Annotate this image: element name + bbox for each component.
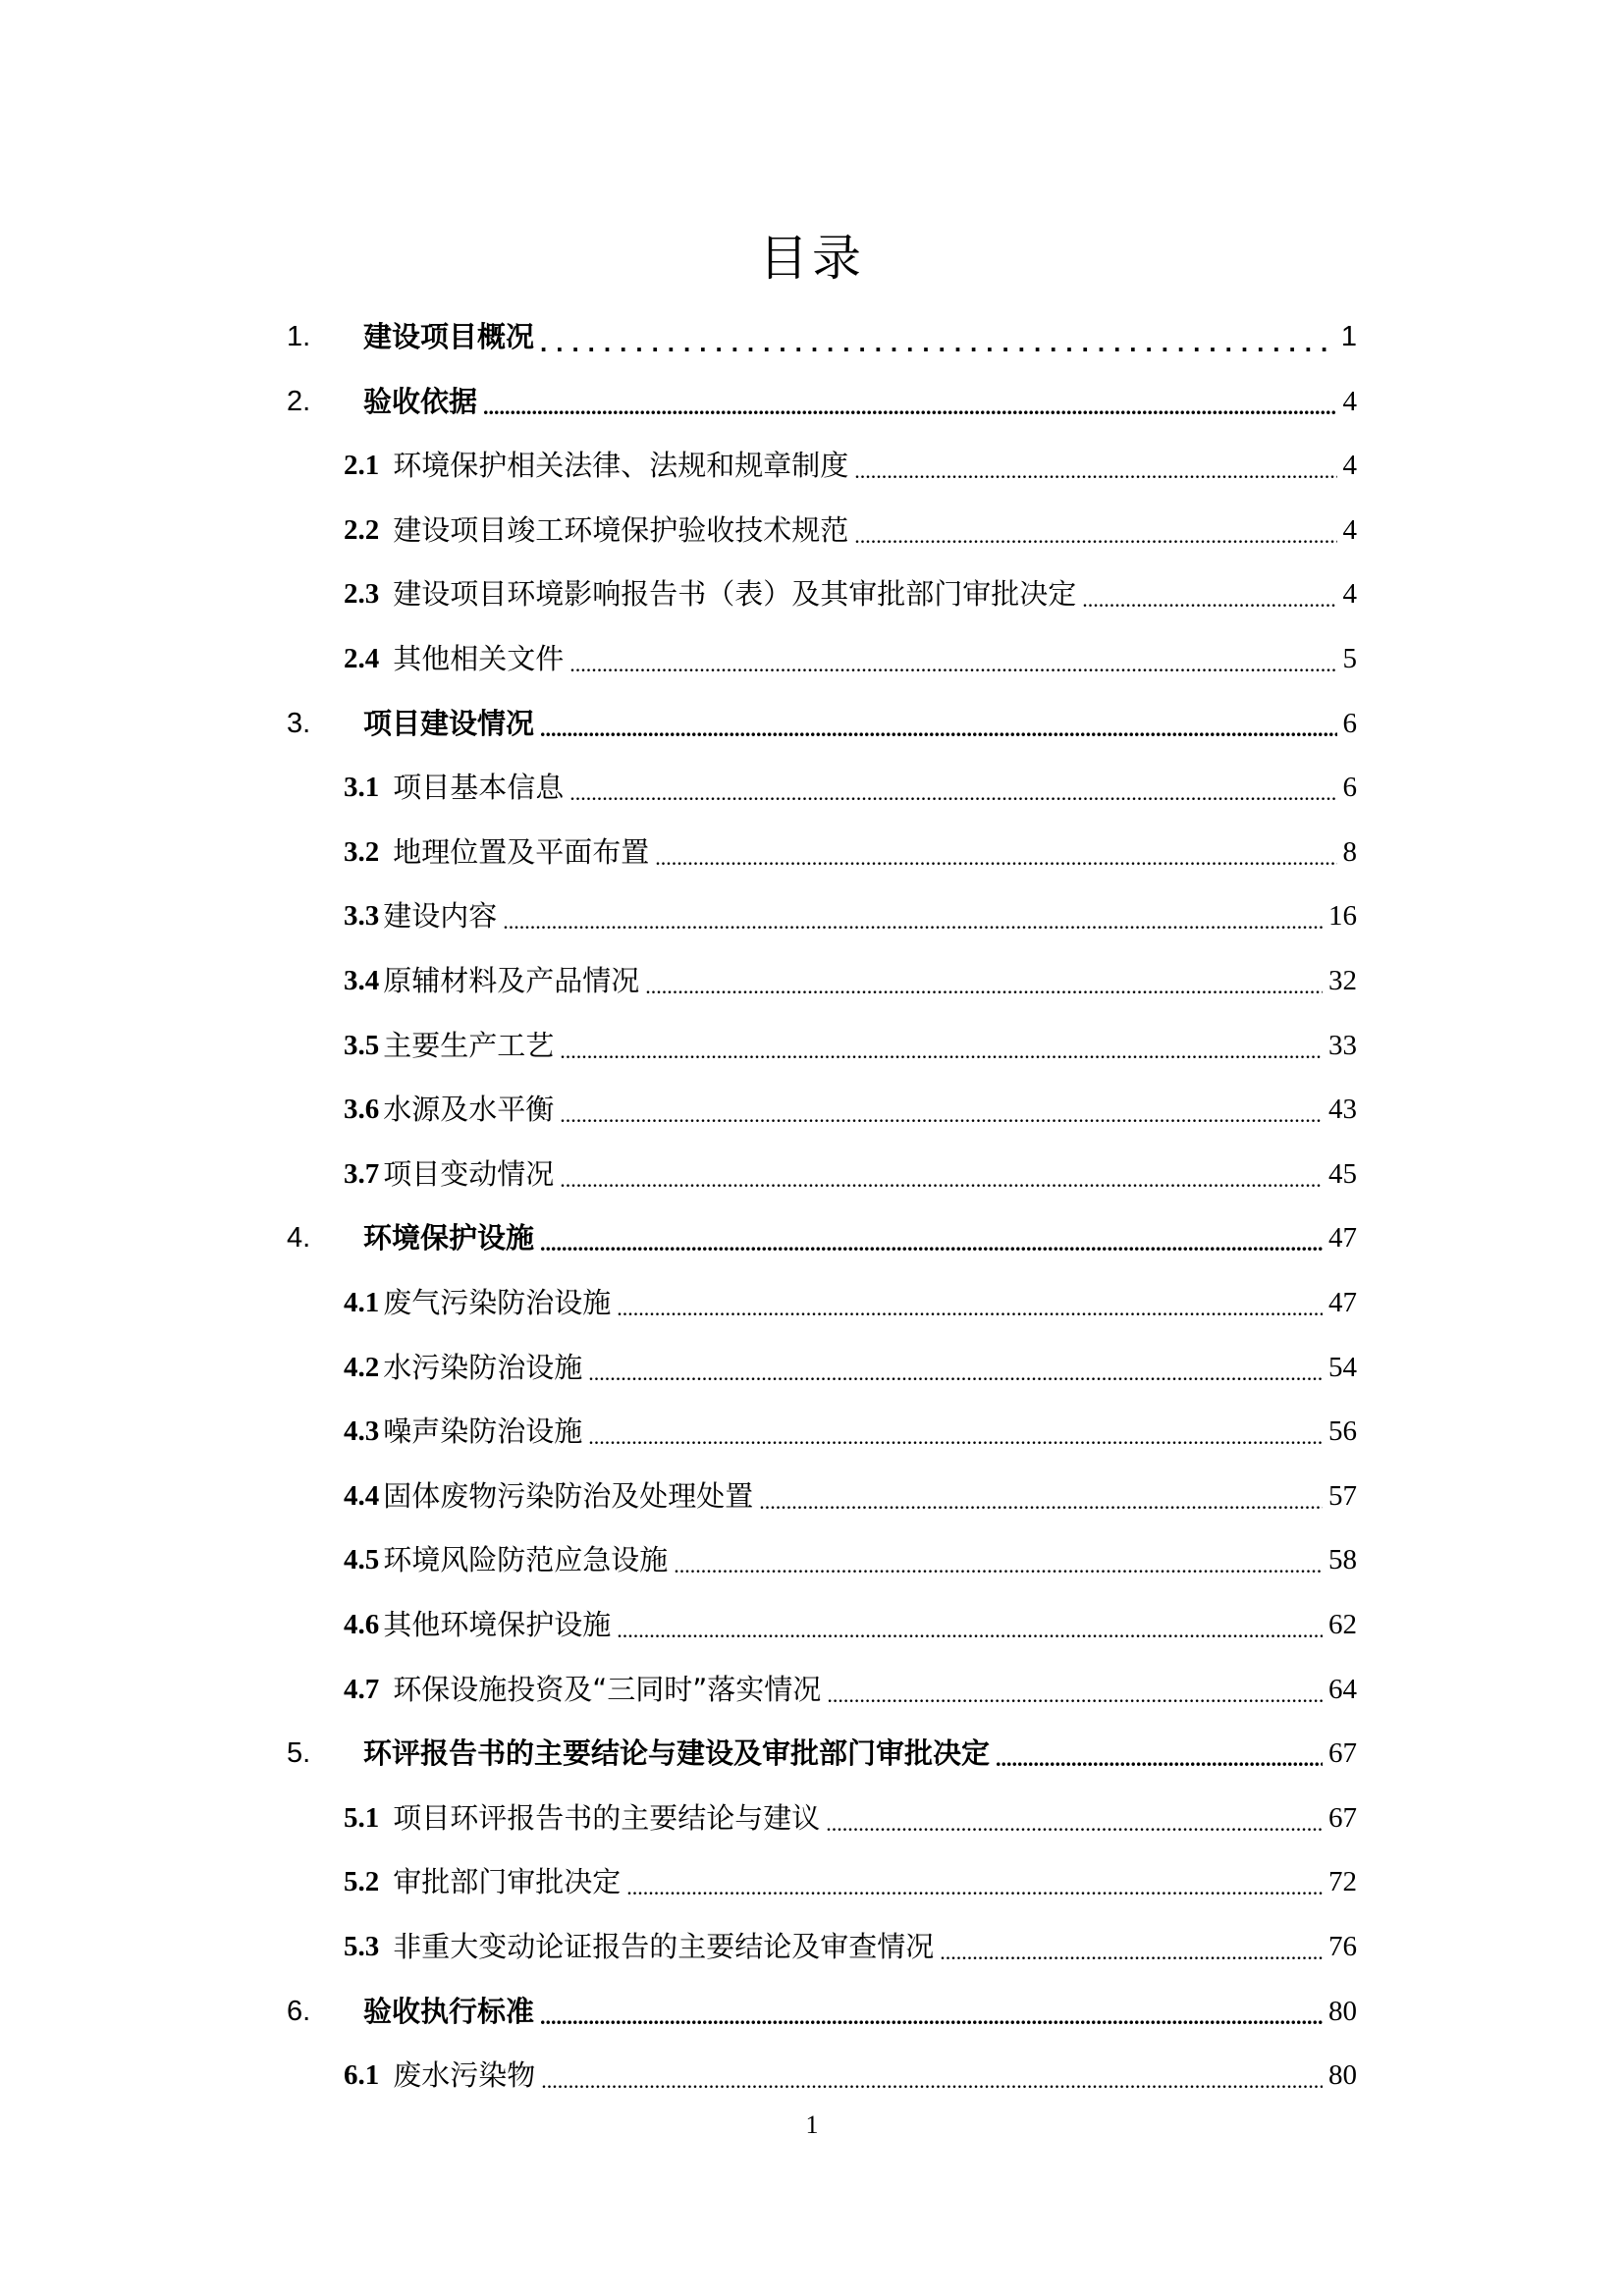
toc-entry-title: 审批部门审批决定 <box>393 1865 622 1899</box>
toc-entry[interactable] <box>287 378 1357 425</box>
toc-dot-leader <box>503 892 1323 939</box>
toc-entry-title: 环评报告书的主要结论与建设及审批部门审批决定 <box>363 1736 991 1771</box>
toc-entry[interactable] <box>344 442 1357 489</box>
toc-entry-page: 8 <box>1342 835 1357 868</box>
toc-entry[interactable] <box>344 1408 1357 1455</box>
toc-entry[interactable] <box>344 570 1357 617</box>
toc-entry[interactable] <box>344 1536 1357 1583</box>
toc-dot-leader <box>588 1344 1323 1391</box>
toc-dot-leader <box>617 1279 1323 1326</box>
toc-entry-page: 76 <box>1328 1931 1357 1962</box>
toc-entry-number: 3.4 <box>344 965 380 996</box>
toc-entry-title: 建设项目概况 <box>363 320 535 353</box>
toc-entry-title: 项目变动情况 <box>383 1156 555 1191</box>
toc-entry-title: 非重大变动论证报告的主要结论及审查情况 <box>393 1930 935 1963</box>
toc-entry-number: 3. <box>287 707 311 739</box>
toc-entry-title: 项目基本信息 <box>393 771 565 805</box>
toc-entry-page: 16 <box>1328 900 1357 933</box>
toc-entry-title: 主要生产工艺 <box>383 1028 555 1062</box>
toc-entry-page: 47 <box>1328 1222 1357 1255</box>
toc-entry-number: 2.2 <box>344 513 380 546</box>
toc-entry-number: 3.3 <box>344 900 380 933</box>
toc-entry-number: 3.6 <box>344 1094 380 1126</box>
toc-entry-title: 环保设施投资及“三同时”落实情况 <box>393 1672 822 1706</box>
toc-entry-title: 水污染防治设施 <box>383 1350 583 1384</box>
toc-entry-number: 5.2 <box>344 1866 380 1898</box>
toc-entry[interactable] <box>344 1666 1357 1713</box>
toc-entry-number: 4.5 <box>344 1544 380 1576</box>
toc-dot-leader <box>540 1988 1323 2035</box>
toc-dot-leader <box>560 1022 1323 1069</box>
toc-entry-title: 其他环境保护设施 <box>383 1608 612 1641</box>
toc-entry-page: 45 <box>1328 1157 1357 1190</box>
toc-dot-leader <box>569 635 1336 682</box>
toc-entry-title: 环境保护相关法律、法规和规章制度 <box>393 449 849 483</box>
toc-entry[interactable] <box>344 1344 1357 1391</box>
toc-entry-number: 4.7 <box>344 1673 380 1705</box>
toc-dot-leader <box>854 442 1336 489</box>
toc-entry-title: 建设项目竣工环境保护验收技术规范 <box>393 512 849 547</box>
toc-entry[interactable] <box>344 1150 1357 1198</box>
toc-entry-page: 57 <box>1328 1479 1357 1512</box>
toc-entry-number: 3.2 <box>344 835 380 868</box>
toc-entry-page: 33 <box>1328 1029 1357 1061</box>
toc-entry-page: 4 <box>1342 450 1357 482</box>
toc-entry[interactable] <box>287 700 1357 747</box>
toc-dot-leader <box>626 1858 1323 1905</box>
toc-entry-number: 2.3 <box>344 578 380 611</box>
toc-entry-page: 67 <box>1328 1801 1357 1834</box>
toc-entry-number: 3.7 <box>344 1157 380 1190</box>
toc-entry-title: 水源及水平衡 <box>383 1093 555 1127</box>
toc-entry-number: 4.2 <box>344 1351 380 1383</box>
toc-entry-page: 62 <box>1328 1609 1357 1640</box>
toc-entry-number: 2. <box>287 385 311 417</box>
toc-entry[interactable] <box>344 1923 1357 1970</box>
toc-dot-leader <box>617 1601 1323 1648</box>
toc-entry[interactable] <box>344 1794 1357 1842</box>
toc-dot-leader <box>655 828 1336 876</box>
toc-entry-page: 32 <box>1328 965 1357 996</box>
toc-entry-title: 固体废物污染防治及处理处置 <box>383 1478 754 1513</box>
toc-entry-title: 环境保护设施 <box>363 1221 535 1255</box>
toc-dot-leader <box>540 1214 1323 1261</box>
toc-dot-leader <box>826 1794 1323 1842</box>
toc-dot-leader <box>854 507 1336 554</box>
toc-entry-page: 56 <box>1328 1415 1357 1448</box>
toc-dot-leader <box>645 957 1323 1004</box>
toc-entry-page: 4 <box>1342 513 1357 546</box>
toc-entry-page: 43 <box>1328 1094 1357 1126</box>
toc-entry-title: 噪声染防治设施 <box>383 1415 583 1449</box>
toc-entry-number: 2.4 <box>344 643 380 674</box>
toc-entry[interactable] <box>344 828 1357 876</box>
toc-entry-number: 4.3 <box>344 1415 380 1448</box>
toc-entry-title: 环境风险防范应急设施 <box>383 1543 669 1577</box>
toc-entry[interactable] <box>344 2052 1357 2099</box>
toc-entry-page: 5 <box>1342 643 1357 674</box>
toc-entry-number: 4.6 <box>344 1609 380 1640</box>
toc-entry[interactable] <box>287 1214 1357 1261</box>
toc-entry-page: 80 <box>1328 2059 1357 2092</box>
toc-entry-number: 3.5 <box>344 1029 380 1061</box>
toc-dot-leader <box>569 764 1336 811</box>
toc-entry-title: 建设内容 <box>383 899 498 934</box>
toc-dot-leader <box>940 1923 1323 1970</box>
toc-entry[interactable] <box>344 507 1357 554</box>
toc-entry[interactable] <box>287 1730 1357 1777</box>
toc-entry-title: 建设项目环境影响报告书（表）及其审批部门审批决定 <box>393 577 1077 612</box>
toc-entry-title: 废水污染物 <box>393 2058 536 2093</box>
toc-entry-number: 5. <box>287 1737 311 1770</box>
toc-entry[interactable] <box>344 1022 1357 1069</box>
toc-entry[interactable] <box>344 957 1357 1004</box>
toc-entry[interactable] <box>344 1858 1357 1905</box>
toc-entry[interactable] <box>344 764 1357 811</box>
toc-dot-leader <box>483 378 1336 425</box>
toc-entry-page: 1 <box>1340 321 1357 352</box>
toc-title: 目录 <box>759 230 865 287</box>
toc-entry-title: 验收依据 <box>363 384 478 418</box>
toc-entry-number: 3.1 <box>344 772 380 804</box>
toc-entry-title: 验收执行标准 <box>363 1994 535 2028</box>
toc-entry-page: 80 <box>1328 1995 1357 2027</box>
toc-entry[interactable] <box>344 1279 1357 1326</box>
toc-dot-leader <box>759 1472 1323 1520</box>
toc-entry-title: 项目建设情况 <box>363 706 535 740</box>
toc-dot-leader <box>588 1408 1323 1455</box>
toc-dot-leader <box>560 1086 1323 1133</box>
toc-entry[interactable] <box>344 892 1357 939</box>
toc-entry[interactable] <box>344 1601 1357 1648</box>
toc-entry-number: 4.4 <box>344 1479 380 1512</box>
toc-dot-leader <box>1082 570 1336 617</box>
toc-entry-title: 原辅材料及产品情况 <box>383 964 640 997</box>
toc-entry-number: 6. <box>287 1995 311 2027</box>
toc-dot-leader <box>560 1150 1323 1198</box>
toc-entry-title: 其他相关文件 <box>393 642 565 675</box>
toc-entry-number: 5.1 <box>344 1801 380 1834</box>
toc-entry-page: 64 <box>1328 1673 1357 1705</box>
toc-entry-page: 72 <box>1328 1866 1357 1898</box>
toc-dot-leader <box>674 1536 1323 1583</box>
toc-entry-number: 4. <box>287 1222 311 1255</box>
toc-entry-page: 6 <box>1342 707 1357 739</box>
toc-entry-number: 5.3 <box>344 1931 380 1962</box>
toc-entry[interactable] <box>344 1472 1357 1520</box>
toc-entry-title: 项目环评报告书的主要结论与建议 <box>393 1800 821 1835</box>
toc-entry[interactable] <box>287 1988 1357 2035</box>
toc-entry-number: 6.1 <box>344 2059 380 2092</box>
toc-entry-number: 4.1 <box>344 1287 380 1318</box>
toc-entry-page: 4 <box>1342 578 1357 611</box>
toc-entry-page: 67 <box>1328 1737 1357 1770</box>
toc-entry-page: 58 <box>1328 1544 1357 1576</box>
toc-entry-title: 废气污染防治设施 <box>383 1286 612 1319</box>
toc-entry[interactable] <box>344 635 1357 682</box>
page-number: 1 <box>805 2110 819 2139</box>
toc-dot-leader <box>540 313 1335 360</box>
toc-entry-number: 1. <box>287 321 311 352</box>
toc-entry[interactable] <box>344 1086 1357 1133</box>
toc-entry-number: 2.1 <box>344 450 380 482</box>
toc-dot-leader <box>996 1730 1323 1777</box>
toc-dot-leader <box>541 2052 1323 2099</box>
toc-entry-page: 4 <box>1342 385 1357 417</box>
toc-entry-page: 47 <box>1328 1287 1357 1318</box>
toc-entry-page: 54 <box>1328 1351 1357 1383</box>
toc-dot-leader <box>827 1666 1323 1713</box>
toc-dot-leader <box>540 700 1336 747</box>
toc-entry[interactable] <box>287 313 1357 360</box>
toc-entry-title: 地理位置及平面布置 <box>393 834 650 869</box>
toc-entry-page: 6 <box>1342 772 1357 804</box>
